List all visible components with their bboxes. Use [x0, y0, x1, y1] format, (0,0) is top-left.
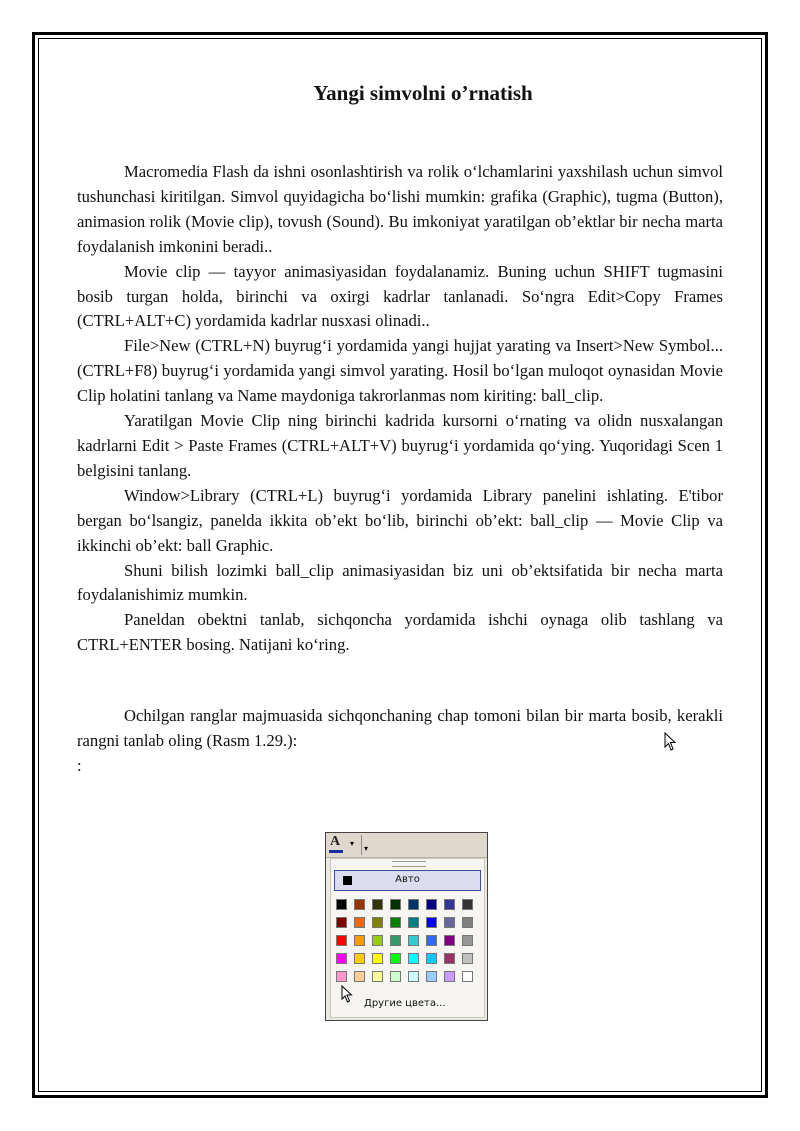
color-swatch[interactable]	[408, 917, 419, 928]
color-swatch[interactable]	[444, 971, 455, 982]
trailing-colon: :	[77, 755, 82, 775]
paragraph-6: Shuni bilish lozimki ball_clip animasiyasidan biz uni ob’ektsifatida bir necha marta foydalanishimiz mumkin.	[77, 560, 723, 605]
mouse-pointer-icon	[664, 732, 676, 757]
color-swatch[interactable]	[462, 935, 473, 946]
paragraph-8: Ochilgan ranglar majmuasida sichqonchaning chap tomoni bilan bir marta bosib, kerakli rangni tanlab oling (Rasm 1.29.):	[77, 706, 723, 751]
page-title: Yangi simvolni o’rnatish	[313, 81, 533, 105]
color-swatch[interactable]	[462, 917, 473, 928]
auto-color-button[interactable]	[334, 870, 481, 891]
color-swatch[interactable]	[336, 917, 347, 928]
drag-grip-icon[interactable]	[392, 861, 426, 867]
color-swatch[interactable]	[372, 899, 383, 910]
color-swatch[interactable]	[444, 899, 455, 910]
toolbar-options-icon[interactable]: ▾	[364, 844, 369, 853]
paragraph-4: Yaratilgan Movie Clip ning birinchi kadrida kursorni o‘rnating va olidn nusxalangan kadrlarni Edit > Paste Frames (CTRL+ALT+V) buyrug‘i yordamida qo‘ying. Yuqoridagi Scen 1 belgisini tanlang.	[77, 411, 723, 480]
color-swatch[interactable]	[390, 953, 401, 964]
palette-dropdown	[330, 858, 485, 1018]
paragraph-7: Paneldan obektni tanlab, sichqoncha yordamida ishchi oynaga olib tashlang va CTRL+ENTER bosing. Natijani ko‘ring.	[77, 610, 723, 655]
color-swatch[interactable]	[354, 953, 365, 964]
color-palette-figure	[325, 832, 488, 1021]
color-swatch[interactable]	[426, 971, 437, 982]
color-swatch-grid	[336, 899, 480, 982]
color-swatch[interactable]	[336, 935, 347, 946]
color-swatch[interactable]	[336, 953, 347, 964]
color-swatch[interactable]	[444, 917, 455, 928]
color-swatch[interactable]	[426, 953, 437, 964]
color-swatch[interactable]	[444, 953, 455, 964]
color-swatch[interactable]	[354, 917, 365, 928]
color-swatch[interactable]	[390, 917, 401, 928]
color-swatch[interactable]	[390, 971, 401, 982]
paragraph-1: Macromedia Flash da ishni osonlashtirish va rolik o‘lchamlarini yaxshilash uchun simvol tushunchasi kiritilgan. Simvol quyidagicha bo‘lishi mumkin: grafika (Graphic), tugma (Button), animasion rolik (Movie clip), tovush (Sound). Bu imkoniyat yaratilgan ob’ektlar bir necha marta foydalanish imkonini beradi..	[77, 162, 723, 256]
color-swatch[interactable]	[372, 953, 383, 964]
color-swatch[interactable]	[408, 899, 419, 910]
color-swatch[interactable]	[336, 971, 347, 982]
color-swatch[interactable]	[462, 971, 473, 982]
paragraph-2: Movie clip — tayyor animasiyasidan foydalanamiz. Buning uchun SHIFT tugmasini bosib turgan holda, birinchi va oxirgi kadrlar tanlanadi. So‘ngra Edit>Copy Frames (CTRL+ALT+C) yordamida kadrlar nusxasi olinadi..	[77, 261, 723, 331]
color-swatch[interactable]	[390, 899, 401, 910]
color-swatch[interactable]	[354, 971, 365, 982]
color-swatch[interactable]	[408, 971, 419, 982]
paragraph-5: Window>Library (CTRL+L) buyrug‘i yordamida Library panelini ishlating. E'tibor bergan bo‘lsangiz, panelda ikkita ob’ekt bo‘lib, birinchi ob’ekt: ball_clip — Movie Clip va ikkinchi ob’ekt: ball Graphic.	[77, 485, 723, 555]
color-swatch[interactable]	[426, 899, 437, 910]
chevron-down-icon[interactable]: ▾	[350, 839, 355, 848]
color-swatch[interactable]	[372, 917, 383, 928]
color-swatch[interactable]	[408, 953, 419, 964]
color-swatch[interactable]	[390, 935, 401, 946]
document-body	[77, 72, 723, 779]
font-color-bar	[329, 850, 343, 853]
color-swatch[interactable]	[372, 971, 383, 982]
color-swatch[interactable]	[426, 935, 437, 946]
mouse-pointer-icon	[341, 985, 353, 1008]
color-swatch[interactable]	[462, 899, 473, 910]
paragraph-3: File>New (CTRL+N) buyrug‘i yordamida yangi hujjat yarating va Insert>New Symbol... (CTRL+F8) buyrug‘i yordamida yangi simvol yarating. Hosil bo‘lgan muloqot oynasidan Movie Clip holatini tanlang va Name maydoniga takrorlanmas nom kiriting: ball_clip.	[77, 336, 723, 406]
color-swatch[interactable]	[354, 899, 365, 910]
color-swatch[interactable]	[354, 935, 365, 946]
more-colors-button[interactable]: Другие цвета...	[364, 998, 446, 1009]
color-swatch[interactable]	[426, 917, 437, 928]
color-swatch[interactable]	[336, 899, 347, 910]
color-swatch[interactable]	[408, 935, 419, 946]
color-swatch[interactable]	[462, 953, 473, 964]
font-color-icon[interactable]: A	[330, 834, 341, 849]
toolbar-separator	[361, 835, 362, 855]
color-swatch[interactable]	[444, 935, 455, 946]
auto-color-label: Авто	[395, 874, 420, 885]
palette-toolbar	[326, 833, 487, 858]
color-swatch[interactable]	[372, 935, 383, 946]
